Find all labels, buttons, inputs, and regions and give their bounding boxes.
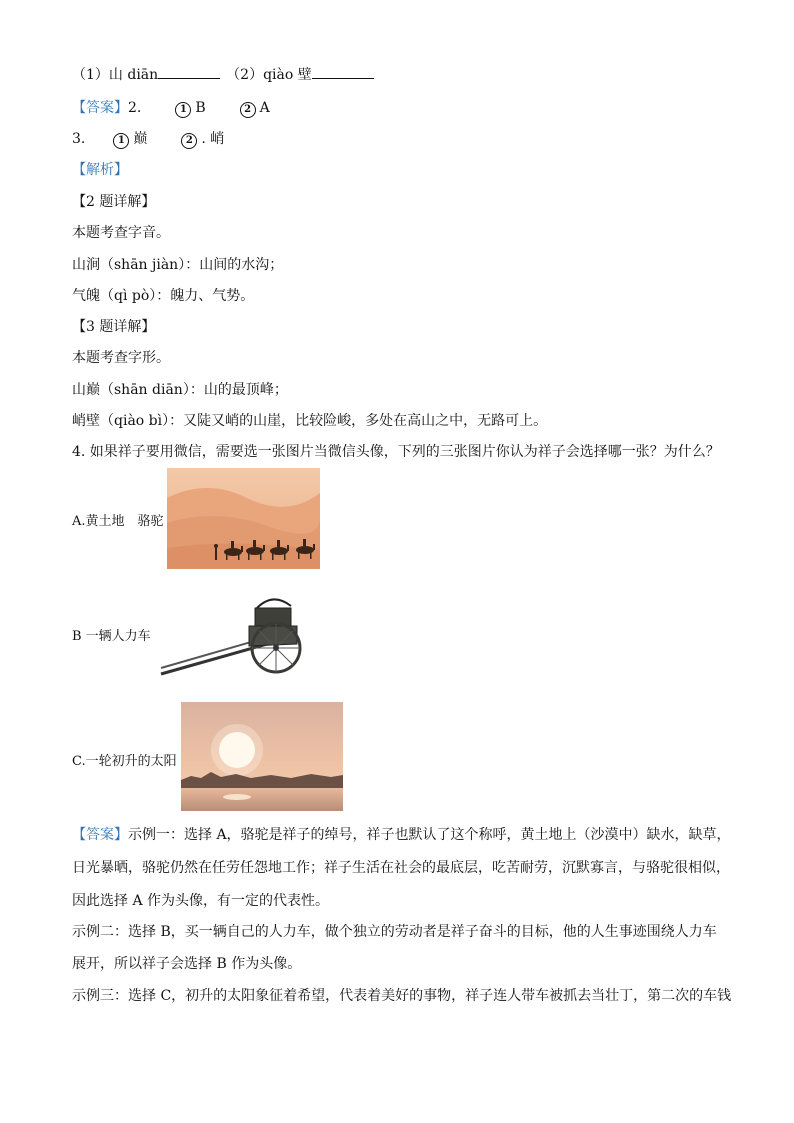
circled-number-1: 1 [175, 102, 191, 118]
blank-prompt-1: （1）山 diān [72, 67, 159, 83]
answer-3-line [72, 129, 224, 149]
option-b-label: B 一辆人力车 [72, 629, 151, 644]
blank-2 [312, 64, 374, 79]
rickshaw-image [157, 586, 307, 682]
blank-prompt-2: （2）qiào 壁 [226, 67, 312, 83]
fill-blank-line [72, 64, 380, 85]
answer-example-2-line-1: 示例二：选择 B，买一辆自己的人力车，做个独立的劳动者是祥子奋斗的目标，他的人生事迹围绕人力车 [72, 924, 717, 940]
answer-tag: 【答案】 [72, 100, 128, 116]
answer-2-value-2: A [259, 100, 270, 116]
answer-text: 示例一：选择 A，骆驼是祥子的绰号，祥子也默认了这个称呼，黄土地上（沙漠中）缺水，缺草， [128, 827, 731, 843]
q3-line-2: 峭壁（qiào bì）：又陡又峭的山崖，比较险峻，多处在高山之中，无路可上。 [72, 413, 548, 429]
q3-line-1: 山巅（shān diān）：山的最顶峰； [72, 382, 288, 398]
option-c-label: C.一轮初升的太阳 [72, 754, 177, 769]
q2-line-2: 气魄（qì pò）：魄力、气势。 [72, 288, 255, 304]
q2-intro: 本题考查字音。 [72, 225, 170, 241]
analysis-tag: 【解析】 [72, 162, 128, 178]
answer-3-value-1: 巅 [133, 131, 148, 147]
answer-example-1-line-3: 因此选择 A 作为头像，有一定的代表性。 [72, 893, 330, 909]
answer-num-2: 2. [128, 100, 142, 116]
answer-example-3-line-1: 示例三：选择 C，初升的太阳象征着希望，代表着美好的事物，祥子连人带车被抓去当壮丁，第二次的车钱 [72, 988, 732, 1004]
q3-intro: 本题考查字形。 [72, 350, 170, 366]
answer-num-3: 3. [72, 131, 86, 147]
answer-example-1-line-2: 日光暴晒，骆驼仍然在任劳任怨地工作；祥子生活在社会的最底层，吃苦耐劳，沉默寡言，与骆驼很相似， [72, 860, 730, 876]
answer-tag: 【答案】 [72, 827, 128, 843]
blank-1 [158, 64, 220, 79]
q3-heading: 【3 题详解】 [72, 319, 156, 335]
answer-2-value-1: B [195, 100, 206, 116]
circled-number-2: 2 [181, 133, 197, 149]
answer-2-line [72, 98, 270, 118]
answer-example-1-line-1 [72, 820, 732, 850]
option-a-label: A.黄土地 骆驼 [72, 514, 164, 529]
q2-line-1: 山涧（shān jiàn）：山间的水沟； [72, 257, 284, 273]
answer-example-2-line-2: 展开，所以祥子会选择 B 作为头像。 [72, 956, 302, 972]
circled-number-2: 2 [240, 102, 256, 118]
answer-3-value-2: . 峭 [201, 131, 225, 147]
circled-number-1: 1 [113, 133, 129, 149]
q4-question: 4. 如果祥子要用微信，需要选一张图片当微信头像，下列的三张图片你认为祥子会选择哪一张？为什么？ [72, 444, 720, 460]
q2-heading: 【2 题详解】 [72, 194, 156, 210]
rising-sun-image [181, 702, 343, 811]
desert-camel-image [167, 468, 320, 569]
